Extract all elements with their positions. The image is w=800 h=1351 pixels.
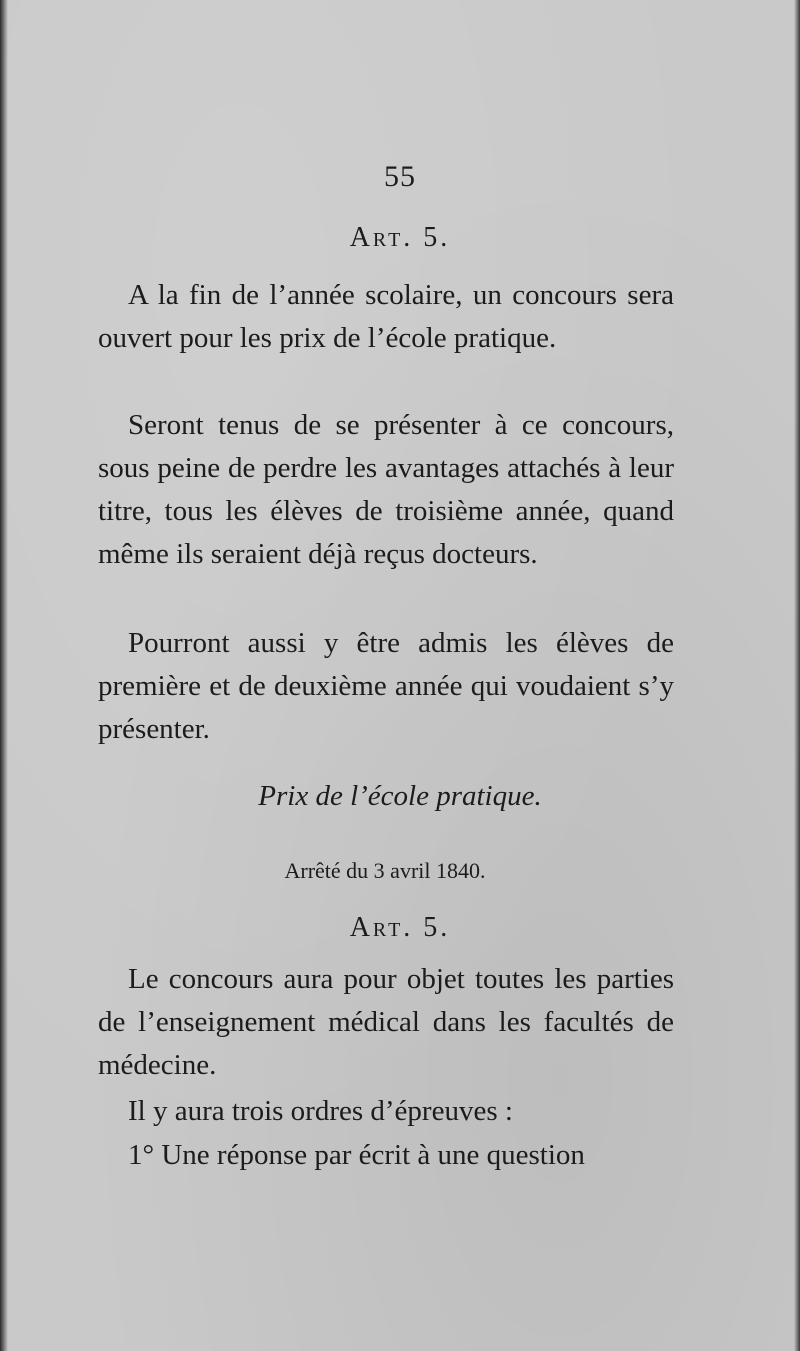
page-right-edge xyxy=(794,0,800,1351)
arrete-date: Arrêté du 3 avril 1840. xyxy=(284,858,486,883)
paragraph-seront-tenus: Seront tenus de se présenter à ce concours, sous peine de perdre les avantages attachés à leur titre, tous les élèves de troisième année, quand même ils seraient déjà reçus docteurs. xyxy=(98,409,674,570)
article-heading-first: Art. 5. xyxy=(349,222,451,253)
section-title: Prix de l’école pratique. xyxy=(258,780,542,812)
paragraph-trois-ordres: Il y aura trois ordres d’épreuves : xyxy=(128,1095,513,1127)
paragraph-reponse-ecrit: 1° Une réponse par écrit à une question xyxy=(128,1139,585,1171)
paragraph-objet-concours: Le concours aura pour objet toutes les parties de l’enseignement médical dans les facultés de médecine. xyxy=(98,963,674,1081)
page-number: 55 xyxy=(384,160,416,193)
page-left-edge xyxy=(0,0,8,1351)
article-heading-second: Art. 5. xyxy=(349,912,451,943)
paragraph-concours-fin-annee: A la fin de l’année scolaire, un concours sera ouvert pour les prix de l’école pratique. xyxy=(98,279,674,354)
paragraph-pourront-aussi: Pourront aussi y être admis les élèves de première et de deuxième année qui voudaient s’y présenter. xyxy=(98,627,674,745)
